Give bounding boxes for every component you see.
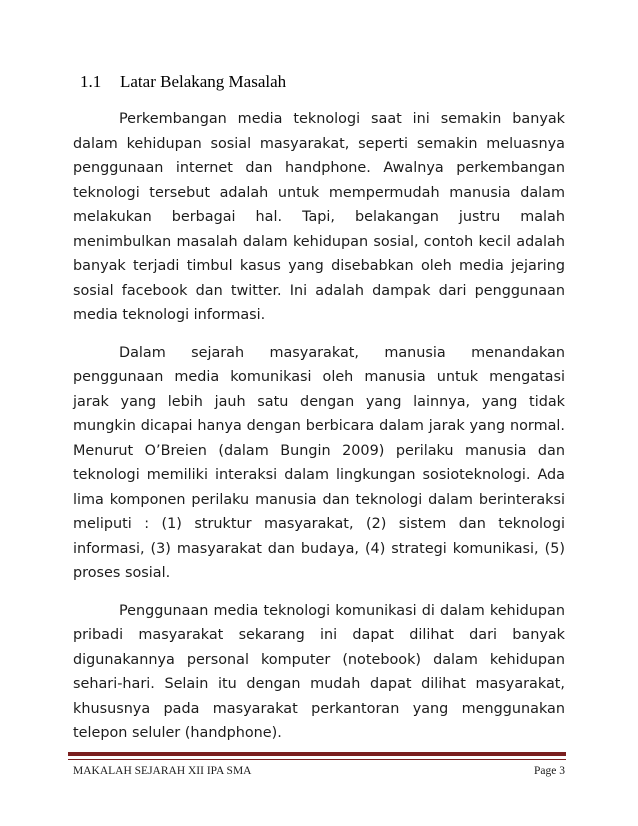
- section-number: 1.1: [80, 72, 102, 91]
- paragraph-1: Perkembangan media teknologi saat ini semakin banyak dalam kehidupan sosial masyarakat, seperti semakin meluasnya penggunaan internet dan handphone. Awalnya perkembangan teknologi tersebut adalah untuk mempermudah manusia dalam melakukan berbagai hal. Tapi, belakangan justru malah menimbulkan masalah dalam kehidupan sosial, contoh kecil adalah banyak terjadi timbul kasus yang disebabkan oleh media jejaring sosial facebook dan twitter. Ini adalah dampak dari penggunaan media teknologi informasi.: [73, 111, 565, 323]
- paragraph-3: Penggunaan media teknologi komunikasi di dalam kehidupan pribadi masyarakat sekarang ini dapat dilihat dari banyak digunakannya personal komputer (notebook) dalam kehidupan sehari-hari. Selain itu dengan mudah dapat dilihat masyarakat, khususnya pada masyarakat perkantoran yang menggunakan telepon seluler (handphone).: [73, 602, 565, 741]
- footer-rule-thin: [68, 759, 566, 760]
- paragraph-2: Dalam sejarah masyarakat, manusia menandakan penggunaan media komunikasi oleh manusia untuk mengatasi jarak yang lebih jauh satu dengan yang lainnya, yang tidak mungkin dicapai hanya dengan berbicara dalam jarak yang normal. Menurut O’Breien (dalam Bungin 2009) perilaku manusia dan teknologi memiliki interaksi dalam lingkungan sosioteknologi. Ada lima komponen perilaku manusia dan teknologi dalam berinteraksi meliputi : (1) struktur masyarakat, (2) sistem dan teknologi informasi, (3) masyarakat dan budaya, (4) strategi komunikasi, (5) proses sosial.: [73, 344, 565, 581]
- footer-rule-thick: [68, 752, 566, 756]
- body-text: [73, 107, 565, 746]
- section-title: Latar Belakang Masalah: [120, 72, 287, 91]
- footer-page-number: Page 3: [534, 765, 565, 777]
- footer-document-title: MAKALAH SEJARAH XII IPA SMA: [73, 765, 252, 777]
- section-heading: [80, 72, 286, 92]
